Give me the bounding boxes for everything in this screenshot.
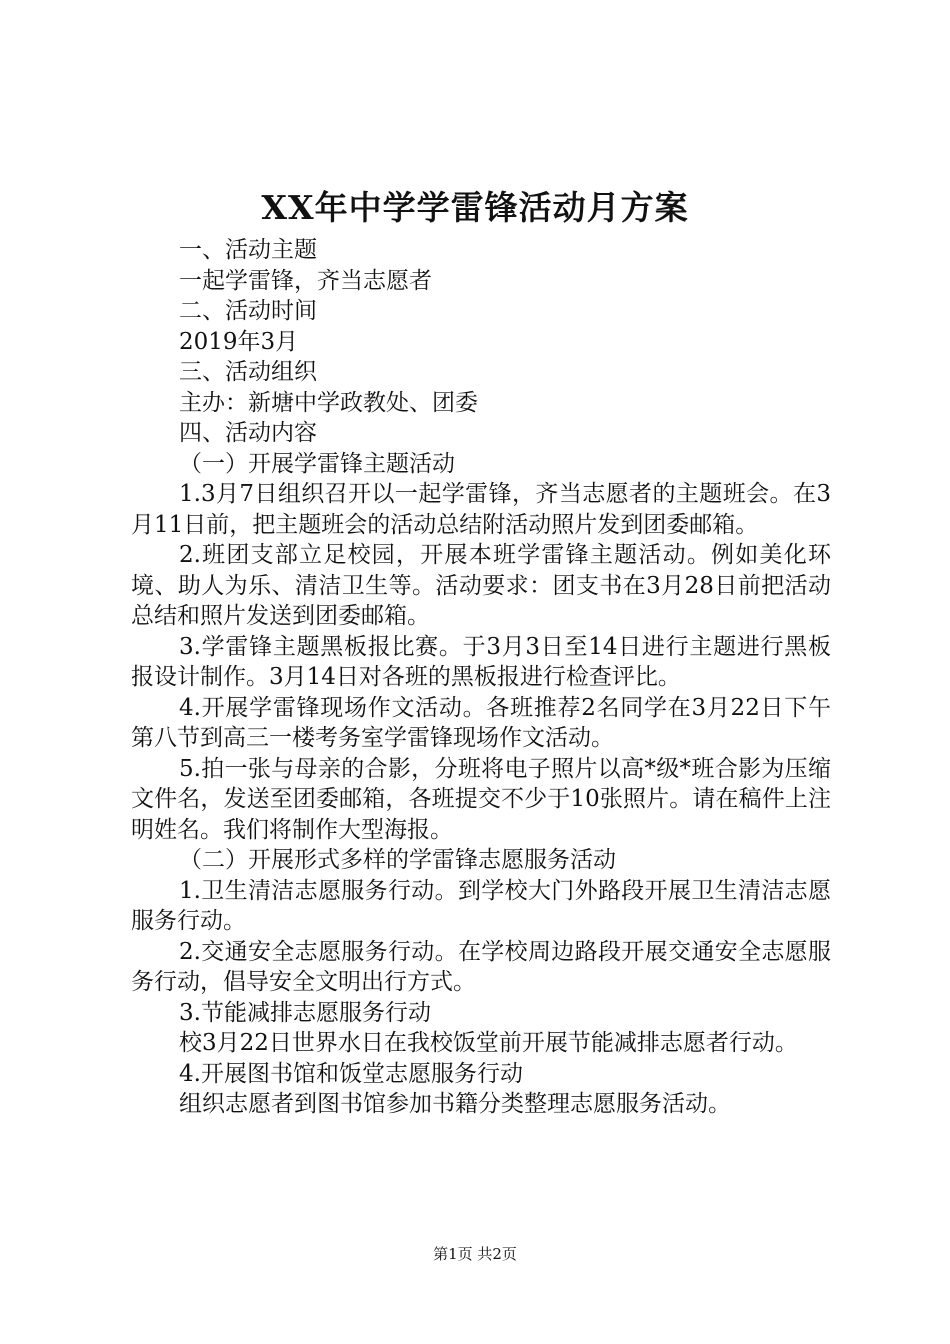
paragraph: 一、活动主题 [179,237,317,263]
paragraph: 组织志愿者到图书馆参加书籍分类整理志愿服务活动。 [179,1091,731,1117]
paragraph: 三、活动组织 [179,359,317,385]
paragraph: 主办：新塘中学政教处、团委 [179,389,478,416]
paragraph: 四、活动内容 [179,420,317,446]
document-title: XX年中学学雷锋活动月方案 [261,188,689,227]
page-number: 第1页 共2页 [433,1245,517,1263]
paragraph: 二、活动时间 [179,298,317,324]
paragraph: 2019年3月 [179,328,299,355]
paragraph: 4.开展图书馆和饭堂志愿服务行动 [179,1060,523,1087]
paragraph: （二）开展形式多样的学雷锋志愿服务活动 [179,847,616,873]
paragraph: 5.拍一张与母亲的合影，分班将电子照片以高*级*班合影为压缩文件名，发送至团委邮箱，各班提交不少于10张照片。请在稿件上注明姓名。我们将制作大型海报。 [131,755,831,843]
paragraph: 4.开展学雷锋现场作文活动。各班推荐2名同学在3月22日下午第八节到高三一楼考务室学雷锋现场作文活动。 [131,694,831,751]
page-footer [0,1244,950,1264]
paragraph: 2.交通安全志愿服务行动。在学校周边路段开展交通安全志愿服务行动，倡导安全文明出行方式。 [131,938,831,995]
paragraph: 一起学雷锋，齐当志愿者 [179,267,432,294]
paragraph: 1.卫生清洁志愿服务行动。到学校大门外路段开展卫生清洁志愿服务行动。 [131,877,831,934]
paragraph: 3.节能减排志愿服务行动 [179,999,431,1026]
paragraph: 1.3月7日组织召开以一起学雷锋，齐当志愿者的主题班会。在3月11日前，把主题班会的活动总结附活动照片发到团委邮箱。 [131,481,831,538]
paragraph: 3.学雷锋主题黑板报比赛。于3月3日至14日进行主题进行黑板报设计制作。3月14日对各班的黑板报进行检查评比。 [131,633,831,690]
paragraph: （一）开展学雷锋主题活动 [179,450,455,477]
document-body [131,235,831,1120]
paragraph: 2.班团支部立足校园，开展本班学雷锋主题活动。例如美化环境、助人为乐、清洁卫生等。活动要求：团支书在3月28日前把活动总结和照片发送到团委邮箱。 [131,542,831,629]
paragraph: 校3月22日世界水日在我校饭堂前开展节能减排志愿者行动。 [179,1030,798,1056]
